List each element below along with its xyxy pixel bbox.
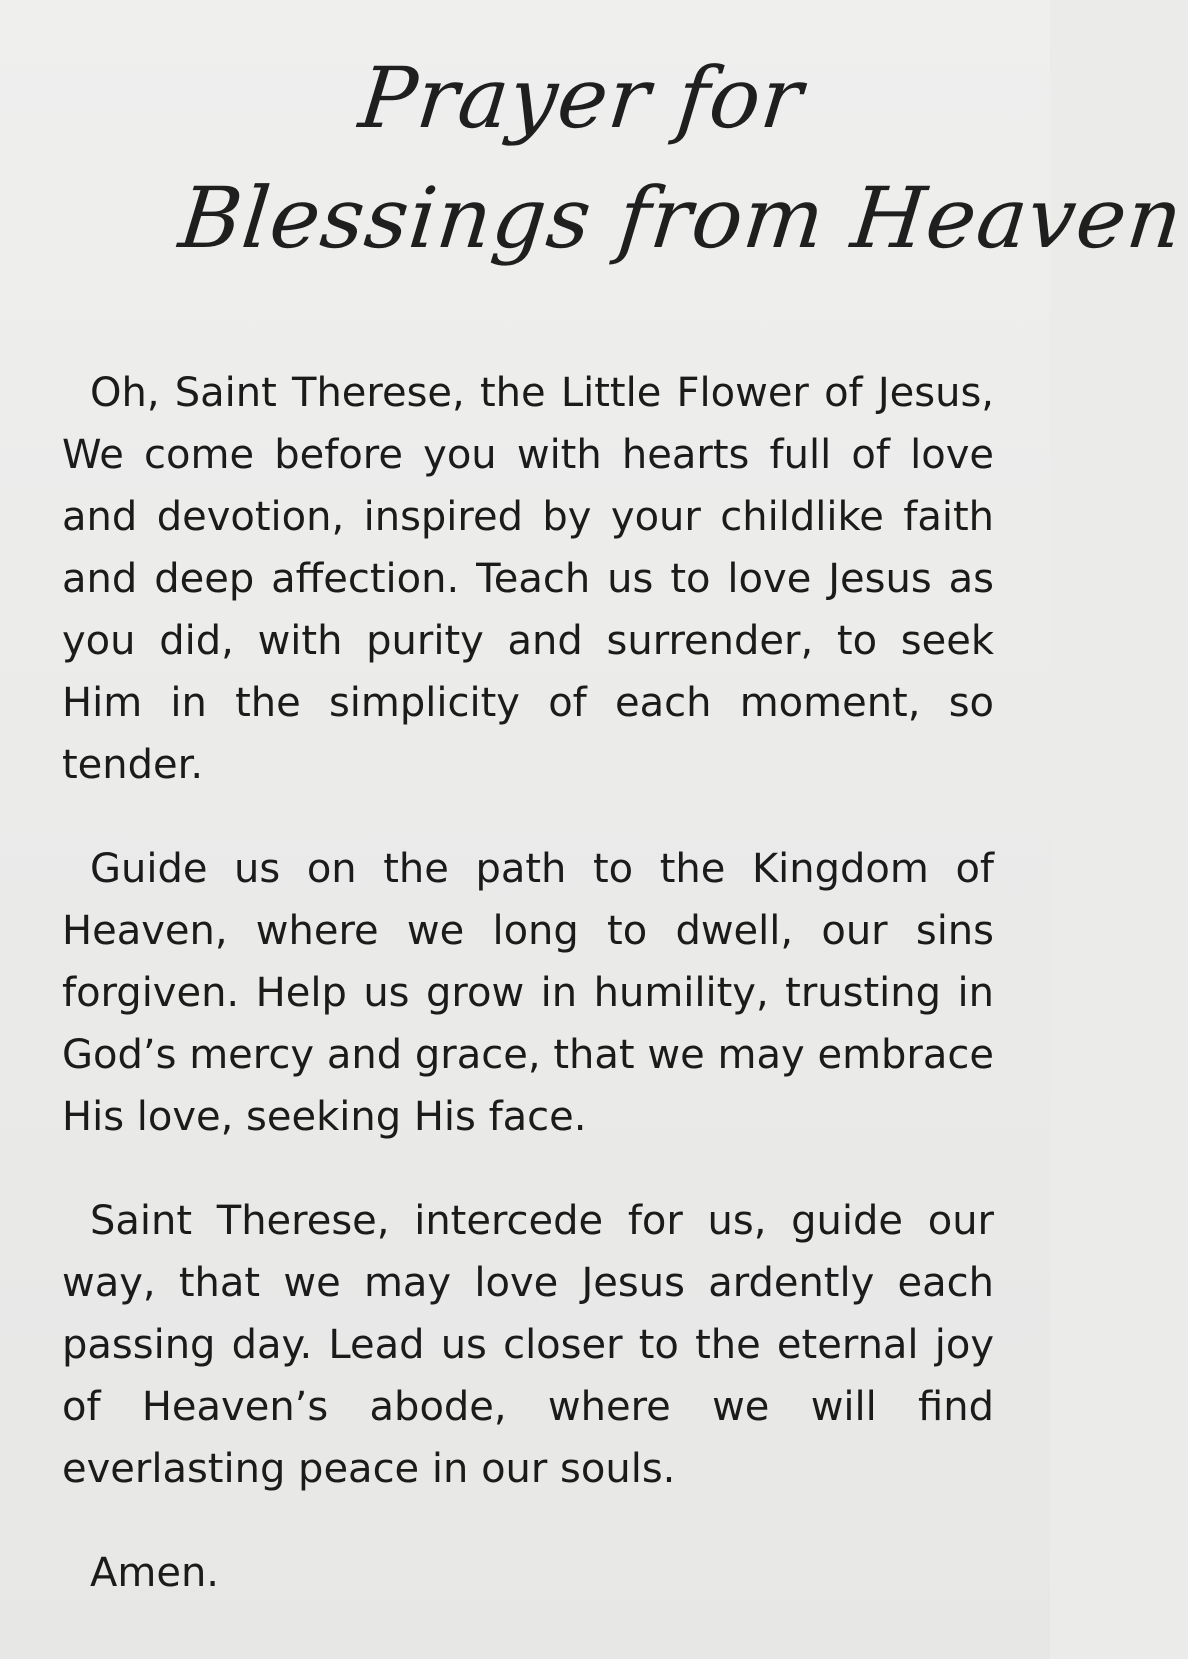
paragraph-2: Guide us on the path to the Kingdom of Heaven, where we long to dwell, our sins forgiven. Help us grow in humility, trusting in God’s mercy and grace, that we may embrace His love, seeking His face. (62, 846, 994, 1140)
prayer-title (0, 30, 1188, 300)
closing-amen: Amen. (90, 1550, 220, 1596)
paragraph-1: Oh, Saint Therese, the Little Flower of Jesus, We come before you with hearts full of love and devotion, inspired by your childlike faith and deep affection. Teach us to love Jesus as you did, with purity and surrender, to seek Him in the simplicity of each moment, so tender. (62, 370, 994, 788)
prayer-body (62, 362, 994, 1604)
paragraph-3: Saint Therese, intercede for us, guide our way, that we may love Jesus ardently each passing day. Lead us closer to the eternal joy of Heaven’s abode, where we will find everlasting peace in our souls. (62, 1198, 994, 1492)
title-line-2: Blessings from Heaven (174, 169, 1188, 267)
title-line-1: Prayer for (354, 49, 808, 147)
